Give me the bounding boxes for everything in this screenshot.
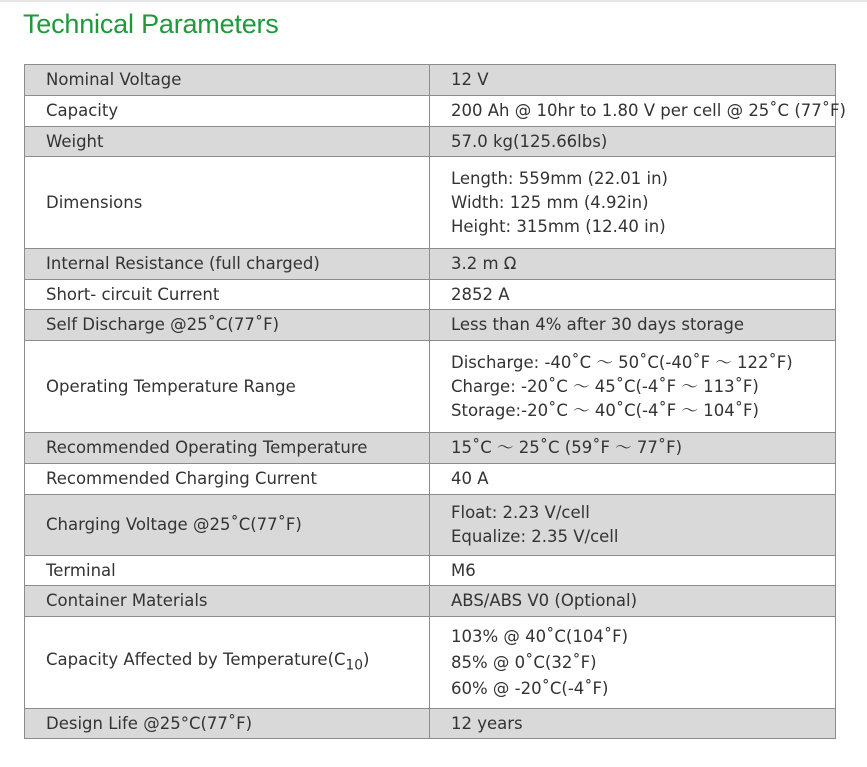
technical-parameters-table <box>24 64 846 739</box>
table-row <box>25 341 836 433</box>
param-value <box>430 310 836 341</box>
param-value-line: ABS/ABS V0 (Optional) <box>451 591 638 610</box>
table-row <box>25 157 836 249</box>
table-row <box>25 65 836 96</box>
param-label: Dimensions <box>25 157 430 249</box>
top-divider <box>0 0 867 2</box>
page-title: Technical Parameters <box>23 9 279 39</box>
param-label-tail: ) <box>363 649 370 669</box>
param-value <box>430 617 836 709</box>
param-label: Design Life @25°C(77˚F) <box>25 709 430 739</box>
param-label: Short- circuit Current <box>25 280 430 310</box>
table-row <box>25 96 836 127</box>
param-value-line: Width: 125 mm (4.92in) <box>451 192 649 212</box>
param-value <box>430 464 836 495</box>
param-value-line: 200 Ah @ 10hr to 1.80 V per cell @ 25˚C (77˚F) <box>451 101 846 120</box>
param-value-line: 15˚C ～ 25˚C (59˚F ～ 77˚F) <box>451 438 683 457</box>
param-value <box>430 249 836 280</box>
table-row <box>25 464 836 495</box>
param-value-line: Height: 315mm (12.40 in) <box>451 216 666 236</box>
param-value-line: M6 <box>451 560 476 580</box>
param-value-line: 85% @ 0˚C(32˚F) <box>451 652 597 672</box>
param-label: Nominal Voltage <box>25 65 430 96</box>
param-value-line: 12 years <box>451 713 523 733</box>
param-value-line: Length: 559mm (22.01 in) <box>451 168 668 188</box>
param-value-line: 2852 A <box>451 284 510 304</box>
table-row <box>25 127 836 157</box>
param-value <box>430 127 836 157</box>
param-value-line: Less than 4% after 30 days storage <box>451 315 745 334</box>
param-label: Weight <box>25 127 430 157</box>
param-value <box>430 96 846 127</box>
param-label: Charging Voltage @25˚C(77˚F) <box>25 495 430 556</box>
param-value-line: Equalize: 2.35 V/cell <box>451 527 619 546</box>
param-label <box>25 617 430 709</box>
table-row <box>25 556 836 586</box>
table-row <box>25 586 836 617</box>
table-row <box>25 617 836 709</box>
param-value-line: 12 V <box>451 70 489 89</box>
param-value <box>430 65 836 96</box>
param-value-line: Float: 2.23 V/cell <box>451 503 590 522</box>
param-value-line: Discharge: -40˚C ～ 50˚C(-40˚F ～ 122˚F) <box>451 352 793 372</box>
param-value <box>430 157 836 249</box>
param-label-subscript: 10 <box>345 657 364 674</box>
param-label: Container Materials <box>25 586 430 617</box>
param-label: Terminal <box>25 556 430 586</box>
param-value <box>430 433 836 464</box>
param-value-line: 57.0 kg(125.66lbs) <box>451 131 608 151</box>
table-row <box>25 249 836 280</box>
param-label: Capacity <box>25 96 430 127</box>
param-label: Operating Temperature Range <box>25 341 430 433</box>
param-value <box>430 586 836 617</box>
param-value-line: 103% @ 40˚C(104˚F) <box>451 626 629 646</box>
table-row <box>25 433 836 464</box>
table-row <box>25 310 836 341</box>
param-label-text: Capacity Affected by Temperature(C <box>46 649 346 669</box>
param-value <box>430 280 836 310</box>
param-label: Recommended Charging Current <box>25 464 430 495</box>
param-value-line: 3.2 m Ω <box>451 254 517 273</box>
param-label: Recommended Operating Temperature <box>25 433 430 464</box>
table-row <box>25 709 836 739</box>
table-row <box>25 495 836 556</box>
param-value <box>430 341 836 433</box>
param-value <box>430 556 836 586</box>
param-value-line: Storage:-20˚C ～ 40˚C(-4˚F ～ 104˚F) <box>451 400 759 420</box>
param-value <box>430 709 836 739</box>
param-label: Self Discharge @25˚C(77˚F) <box>25 310 430 341</box>
table-row <box>25 280 836 310</box>
param-value-line: 60% @ -20˚C(-4˚F) <box>451 678 609 698</box>
param-value <box>430 495 836 556</box>
param-value-line: Charge: -20˚C ～ 45˚C(-4˚F ～ 113˚F) <box>451 376 759 396</box>
param-label: Internal Resistance (full charged) <box>25 249 430 280</box>
param-value-line: 40 A <box>451 469 489 488</box>
